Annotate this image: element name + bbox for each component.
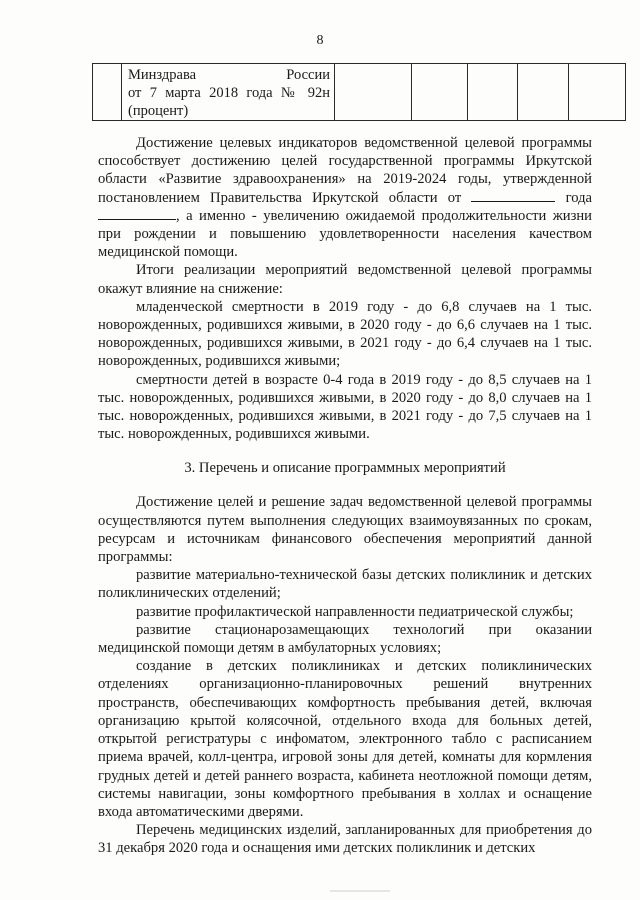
- scan-artifact: [330, 890, 390, 892]
- section-heading: 3. Перечень и описание программных мероприятий: [184, 460, 506, 477]
- indicator-table-fragment: [92, 63, 626, 121]
- table-cell-value: [569, 64, 626, 121]
- table-cell-value: [468, 64, 518, 121]
- table-cell-value: [518, 64, 569, 121]
- page-number: 8: [316, 33, 324, 48]
- paragraph-results: Итоги реализации мероприятий ведомственной целевой программы окажут влияние на снижение:: [98, 262, 592, 297]
- paragraph-infant-mortality: младенческой смертности в 2019 году - до 6,8 случаев на 1 тыс. новорожденных, родившихся живыми, в 2020 году - до 6,6 случаев на 1 тыс. новорожденных, родившихся живыми, в 2021 году - до 6,4 случаев на 1 тыс. новорожденных, родившихся живыми;: [98, 298, 592, 370]
- table-cell-number: [93, 64, 122, 121]
- indicator-line-1: Минздрава России: [128, 67, 330, 83]
- list-item: создание в детских поликлиниках и детских поликлинических отделениях организационно-планировочных решений внутренних пространств, обеспечивающих комфортность пребывания детей, включая организацию крытой колясочной, отдельного входа для больных детей, открытой регистратуры с инфоматом, электронного табло с расписанием приема врачей, колл-центра, игровой зоны для детей, комнаты для кормления грудных детей и детей раннего возраста, кабинета неотложной помощи детям, системы навигации, зоны комфортного пребывания в холлах и оснащение входа автоматическими дверями.: [98, 658, 592, 820]
- table-row: [93, 64, 626, 121]
- paragraph-child-mortality: смертности детей в возрасте 0-4 года в 2019 году - до 8,5 случаев на 1 тыс. новорожденных, родившихся живыми, в 2020 году - до 8,0 случаев на 1 тыс. новорожденных, родившихся живыми, в 2021 году - до 7,5 случаев на 1 тыс. новорожденных, родившихся живыми.: [98, 371, 592, 443]
- list-item: развитие стационарозамещающих технологий при оказании медицинской помощи детям в амбулаторных условиях;: [98, 621, 592, 657]
- table-cell-value: [412, 64, 468, 121]
- list-item: развитие материально-технической базы детских поликлиник и детских поликлинических отделений;: [98, 567, 592, 602]
- list-item: развитие профилактической направленности педиатрической службы;: [136, 603, 574, 620]
- indicator-line-3: (процент): [128, 103, 189, 119]
- table-cell-value: [335, 64, 412, 121]
- number-blank: [98, 207, 176, 220]
- document-body: [98, 134, 592, 858]
- date-blank: [471, 189, 555, 202]
- paragraph-measures-intro: Достижение целей и решение задач ведомственной целевой программы осуществляются путем выполнения следующих взаимоувязанных по срокам, ресурсам и источникам финансового обеспечения мероприятий данной программы:: [98, 494, 592, 566]
- paragraph-goals: Достижение целевых индикаторов ведомственной целевой программы способствует достижению целей государственной программы Иркутской области «Развитие здравоохранения» на 2019-2024 годы, утвержденной постановлением Правительства Иркутской области от года , а именно - увеличению ожидаемой продолжительности жизни при рождении и повышению удовлетворенности населения качеством медицинской помощи.: [98, 135, 592, 261]
- table-cell-indicator: [122, 64, 335, 121]
- paragraph-equipment: Перечень медицинских изделий, запланированных для приобретения до 31 декабря 2020 года и оснащения ими детских поликлиник и детских: [98, 822, 592, 857]
- indicator-line-2: от 7 марта 2018 года № 92н: [128, 85, 330, 101]
